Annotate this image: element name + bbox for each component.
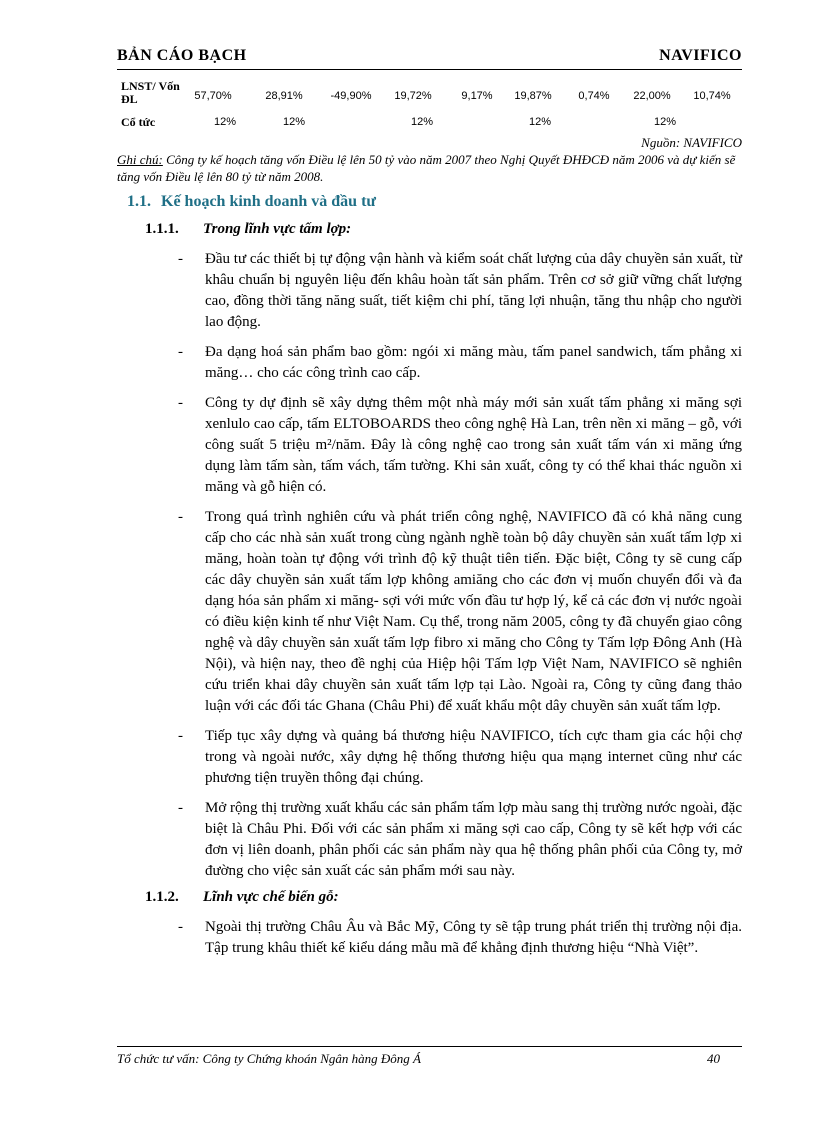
bullet-dash: - — [178, 728, 183, 744]
table-cell: 22,00% — [633, 90, 671, 102]
table-cell: 10,74% — [693, 90, 731, 102]
list-item-text: Ngoài thị trường Châu Âu và Bắc Mỹ, Công ty sẽ tập trung phát triển thị trường nội địa. Tập trung khâu thiết kế kiểu dáng mẫu mã để khẳng định thương hiệu “Nhà Việt”. — [205, 919, 742, 956]
list-item — [176, 798, 742, 882]
header-company: NAVIFICO — [659, 47, 742, 64]
subsection-number: 1.1.1. — [145, 221, 179, 237]
table-cell: 28,91% — [265, 90, 303, 102]
page-footer — [117, 1046, 742, 1068]
section-heading — [127, 193, 376, 211]
roofing-plan-list — [176, 249, 742, 891]
bullet-dash: - — [178, 251, 183, 267]
table-cell: 12% — [653, 116, 677, 128]
row-label — [121, 80, 180, 106]
financial-table — [117, 80, 742, 140]
table-cell: 19,72% — [394, 90, 432, 102]
list-item-text: Đa dạng hoá sản phẩm bao gồm: ngói xi măng màu, tấm panel sandwich, tấm phẳng xi măng… cho các công trình cao cấp. — [205, 344, 742, 381]
subsection-title: Lĩnh vực chế biến gỗ: — [203, 889, 339, 905]
header-title: BẢN CÁO BẠCH — [117, 47, 247, 64]
list-item — [176, 917, 742, 959]
page-header — [117, 47, 742, 70]
row-label: Cổ tức — [121, 115, 156, 129]
bullet-dash: - — [178, 509, 183, 525]
table-cell: 12% — [213, 116, 237, 128]
table-cell: 0,74% — [578, 90, 610, 102]
table-cell: 12% — [282, 116, 306, 128]
bullet-dash: - — [178, 395, 183, 411]
list-item-text: Trong quá trình nghiên cứu và phát triển công nghệ, NAVIFICO đã có khả năng cung cấp cho các nhà sản xuất trong cùng ngành nghề toàn bộ dây chuyền sản xuất tấm lợp xi măng, hoàn toàn tự động với trình độ kỹ thuật tiên tiến. Đặc biệt, Công ty sẽ cung cấp các dây chuyền sản xuất tấm lợp không amiăng cho các đơn vị muốn chuyển đổi và đa dạng hóa sản phẩm xi măng- sợi với mức vốn đầu tư hợp lý, kể cả các đơn vị nước ngoài có điều kiện kinh tế như Việt Nam. Cụ thể, trong năm 2005, công ty đã chuyển giao công nghệ và dây chuyền sản xuất tấm lợp fibro xi măng cho Công ty Tấm lợp Đông Anh (Hà Nội), và hiện nay, theo đề nghị của Hiệp hội Tấm lợp Việt Nam, NAVIFICO sẽ nghiên cứu triển khai dây chuyền sản xuất tấm lợp tại Lào. Ngoài ra, Công ty cũng đang thảo luận với các đối tác Ghana (Châu Phi) để xuất khẩu một dây chuyền sản xuất tấm lợp. — [205, 509, 742, 714]
list-item — [176, 726, 742, 789]
bullet-dash: - — [178, 800, 183, 816]
list-item — [176, 507, 742, 717]
source-citation: Nguồn: NAVIFICO — [641, 135, 742, 150]
table-cell: 12% — [410, 116, 434, 128]
table-cell: -49,90% — [330, 90, 372, 102]
subsection-title: Trong lĩnh vực tấm lợp: — [203, 221, 352, 237]
table-cell: 9,17% — [461, 90, 493, 102]
subsection-heading-wood — [145, 889, 339, 906]
table-cell: 12% — [528, 116, 552, 128]
section-number: 1.1. — [127, 193, 151, 210]
subsection-number: 1.1.2. — [145, 889, 179, 905]
page-number: 40 — [707, 1051, 720, 1066]
row-label-line: ĐL — [121, 92, 138, 106]
footer-advisor: Tổ chức tư vấn: Công ty Chứng khoán Ngân hàng Đông Á — [117, 1051, 421, 1066]
row-label-line: LNST/ Vốn — [121, 79, 180, 93]
list-item — [176, 249, 742, 333]
note-text: Công ty kế hoạch tăng vốn Điều lệ lên 50 tỷ vào năm 2007 theo Nghị Quyết ĐHĐCĐ năm 2006 và dự kiến sẽ tăng vốn Điều lệ lên 80 tỷ từ năm 2008. — [117, 152, 736, 184]
list-item-text: Đầu tư các thiết bị tự động vận hành và kiểm soát chất lượng của dây chuyền sản xuất, từ khâu chuẩn bị nguyên liệu đến khâu hoàn tất sản phẩm. Trên cơ sở giữ vững chất lượng cao, đồng thời tăng năng suất, tiết kiệm chi phí, tăng lợi nhuận, tăng thu nhập cho người lao động. — [205, 251, 742, 330]
bullet-dash: - — [178, 344, 183, 360]
wood-plan-list — [176, 917, 742, 968]
note-paragraph — [117, 151, 742, 185]
list-item — [176, 342, 742, 384]
table-cell: 19,87% — [514, 90, 552, 102]
list-item-text: Công ty dự định sẽ xây dựng thêm một nhà máy mới sản xuất tấm phẳng xi măng sợi xenlulo cao cấp, tấm ELTOBOARDS theo công nghệ Hà Lan, trên nền xi măng – gỗ, với công suất 5 triệu m²/năm. Đây là công nghệ cao trong sản xuất tấm ván xi măng ứng dụng làm tấm sàn, tấm vách, tấm tường. Khi sản xuất, công ty có thể khai thác nguồn xi măng và gỗ hiện có. — [205, 395, 742, 495]
list-item — [176, 393, 742, 498]
bullet-dash: - — [178, 919, 183, 935]
list-item-text: Mở rộng thị trường xuất khẩu các sản phẩm tấm lợp màu sang thị trường nước ngoài, đặc biệt là Châu Phi. Đối với các sản phẩm xi măng sợi cao cấp, Công ty sẽ kết hợp với các đơn vị liên doanh, phân phối các sản phẩm này qua hệ thống phân phối của Công ty, mở đường cho việc sản xuất các sản phẩm mới sau này. — [205, 800, 742, 879]
section-title: Kế hoạch kinh doanh và đầu tư — [161, 193, 377, 210]
table-row-lnst — [117, 80, 742, 110]
note-label: Ghi chú: — [117, 152, 163, 167]
table-cell: 57,70% — [194, 90, 232, 102]
subsection-heading-roofing — [145, 221, 351, 238]
list-item-text: Tiếp tục xây dựng và quảng bá thương hiệu NAVIFICO, tích cực tham gia các hội chợ trong và ngoài nước, xây dựng hệ thống thương hiệu qua mạng internet cũng như các phương tiện truyền thông đại chúng. — [205, 728, 742, 786]
